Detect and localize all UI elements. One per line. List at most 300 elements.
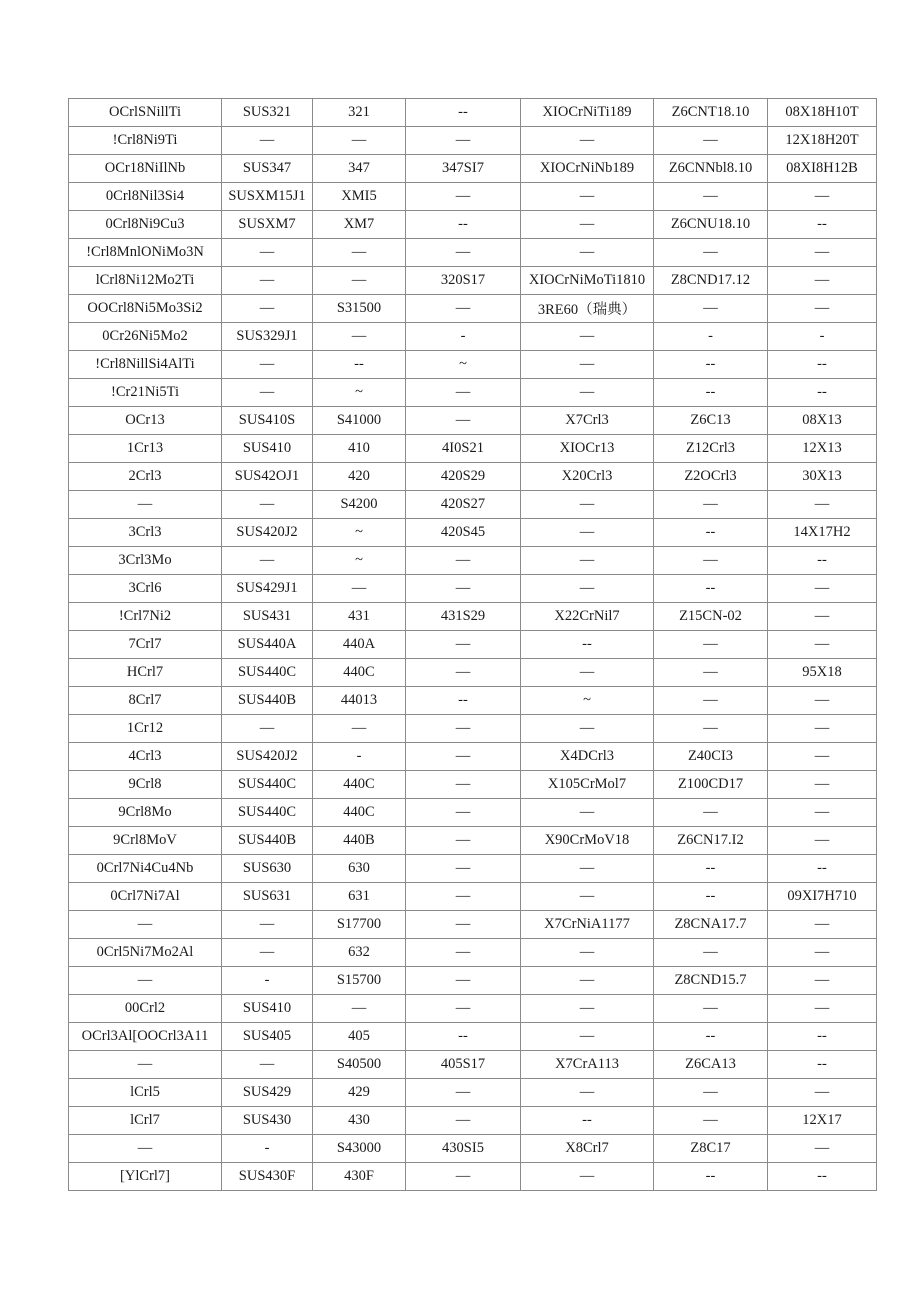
grade-cell-gost: 09XI7H710	[768, 883, 877, 911]
grade-cell-din: —	[521, 547, 654, 575]
grade-cell-aisi: 440B	[313, 827, 406, 855]
grade-cell-aisi: 430F	[313, 1163, 406, 1191]
grade-cell-bs: —	[406, 855, 521, 883]
grade-cell-nf: —	[654, 687, 768, 715]
grade-cell-nf: —	[654, 631, 768, 659]
grade-cell-nf: --	[654, 883, 768, 911]
grade-cell-gost: 08X18H10T	[768, 99, 877, 127]
grade-cell-nf: —	[654, 295, 768, 323]
grade-cell-din: —	[521, 183, 654, 211]
grade-cell-jis: SUS440B	[222, 687, 313, 715]
grade-cell-aisi: ~	[313, 379, 406, 407]
grade-cell-jis: SUS440C	[222, 771, 313, 799]
grade-cell-gost: —	[768, 603, 877, 631]
grade-cell-bs: —	[406, 631, 521, 659]
grade-cell-din: —	[521, 995, 654, 1023]
grade-cell-din: —	[521, 323, 654, 351]
grade-cell-nf: Z12Crl3	[654, 435, 768, 463]
grade-cell-gb: 3Crl3Mo	[69, 547, 222, 575]
grade-cell-bs: —	[406, 883, 521, 911]
grade-cell-din: 3RE60（瑞典）	[521, 295, 654, 323]
grade-cell-jis: SUSXM15J1	[222, 183, 313, 211]
grade-cell-gost: —	[768, 239, 877, 267]
grade-cell-bs: —	[406, 967, 521, 995]
grade-cell-aisi: 420	[313, 463, 406, 491]
grade-cell-jis: SUS440A	[222, 631, 313, 659]
grade-cell-aisi: S4200	[313, 491, 406, 519]
grade-cell-nf: —	[654, 1107, 768, 1135]
grade-cell-din: X7CrNiA1177	[521, 911, 654, 939]
grade-cell-din: --	[521, 1107, 654, 1135]
grade-cell-gost: --	[768, 855, 877, 883]
table-row	[69, 323, 877, 351]
grade-cell-gb: !Crl8MnlONiMo3N	[69, 239, 222, 267]
table-body	[69, 99, 877, 1191]
grade-cell-din: —	[521, 1023, 654, 1051]
grade-cell-bs: --	[406, 1023, 521, 1051]
grade-cell-bs: 430SI5	[406, 1135, 521, 1163]
table-row	[69, 463, 877, 491]
table-row	[69, 603, 877, 631]
table-row	[69, 1163, 877, 1191]
grade-cell-jis: —	[222, 939, 313, 967]
grade-cell-aisi: 429	[313, 1079, 406, 1107]
table-row	[69, 995, 877, 1023]
grade-cell-bs: —	[406, 659, 521, 687]
grade-cell-gost: —	[768, 995, 877, 1023]
grade-cell-bs: --	[406, 687, 521, 715]
table-row	[69, 211, 877, 239]
grade-cell-jis: SUS631	[222, 883, 313, 911]
grade-cell-gost: —	[768, 939, 877, 967]
grade-cell-din: —	[521, 1079, 654, 1107]
grade-cell-din: X90CrMoV18	[521, 827, 654, 855]
table-row	[69, 1079, 877, 1107]
grade-cell-bs: —	[406, 407, 521, 435]
grade-cell-aisi: —	[313, 995, 406, 1023]
grade-cell-aisi: -	[313, 743, 406, 771]
grade-cell-din: X22CrNil7	[521, 603, 654, 631]
grade-cell-nf: Z2OCrl3	[654, 463, 768, 491]
grade-cell-bs: —	[406, 295, 521, 323]
grade-cell-gb: 00Crl2	[69, 995, 222, 1023]
grade-cell-bs: 431S29	[406, 603, 521, 631]
grade-cell-aisi: XMI5	[313, 183, 406, 211]
grade-cell-jis: SUS429J1	[222, 575, 313, 603]
grade-cell-jis: —	[222, 379, 313, 407]
grade-cell-gost: —	[768, 267, 877, 295]
grade-cell-aisi: S43000	[313, 1135, 406, 1163]
grade-cell-aisi: 630	[313, 855, 406, 883]
grade-cell-gost: --	[768, 211, 877, 239]
grade-cell-nf: Z6C13	[654, 407, 768, 435]
table-row	[69, 939, 877, 967]
grade-cell-gost: —	[768, 1135, 877, 1163]
grade-cell-jis: —	[222, 295, 313, 323]
grade-cell-gost: —	[768, 715, 877, 743]
grade-cell-gost: —	[768, 295, 877, 323]
grade-cell-aisi: 44013	[313, 687, 406, 715]
grade-cell-bs: —	[406, 911, 521, 939]
grade-cell-gb: [YlCrl7]	[69, 1163, 222, 1191]
grade-cell-bs: —	[406, 239, 521, 267]
grade-cell-nf: —	[654, 547, 768, 575]
grade-cell-nf: Z8CND17.12	[654, 267, 768, 295]
table-row	[69, 1135, 877, 1163]
grade-cell-jis: —	[222, 267, 313, 295]
table-row	[69, 239, 877, 267]
grade-cell-nf: --	[654, 855, 768, 883]
grade-cell-jis: SUS440B	[222, 827, 313, 855]
table-row	[69, 183, 877, 211]
table-row	[69, 351, 877, 379]
grade-cell-nf: —	[654, 939, 768, 967]
grade-cell-nf: —	[654, 183, 768, 211]
grade-cell-din: —	[521, 379, 654, 407]
grade-cell-din: X20Crl3	[521, 463, 654, 491]
grade-cell-bs: --	[406, 99, 521, 127]
grade-cell-gost: 12X13	[768, 435, 877, 463]
grade-cell-gb: —	[69, 1135, 222, 1163]
grade-cell-gost: 30X13	[768, 463, 877, 491]
grade-cell-jis: SUS440C	[222, 799, 313, 827]
grade-cell-din: —	[521, 659, 654, 687]
grade-cell-din: XIOCrNiMoTi1810	[521, 267, 654, 295]
grade-cell-aisi: S31500	[313, 295, 406, 323]
grade-cell-bs: —	[406, 827, 521, 855]
grade-cell-bs: 4I0S21	[406, 435, 521, 463]
table-row	[69, 491, 877, 519]
grade-cell-nf: Z6CA13	[654, 1051, 768, 1079]
grade-cell-bs: 420S45	[406, 519, 521, 547]
grade-cell-din: —	[521, 575, 654, 603]
table-row	[69, 379, 877, 407]
grade-cell-gb: 9Crl8MoV	[69, 827, 222, 855]
grade-cell-gost: --	[768, 1023, 877, 1051]
grade-cell-din: —	[521, 211, 654, 239]
grade-cell-aisi: ~	[313, 519, 406, 547]
table-row	[69, 1107, 877, 1135]
grade-cell-bs: —	[406, 743, 521, 771]
grade-cell-din: X8Crl7	[521, 1135, 654, 1163]
grade-cell-din: —	[521, 715, 654, 743]
grade-cell-aisi: 440C	[313, 799, 406, 827]
grade-cell-nf: Z6CN17.I2	[654, 827, 768, 855]
grade-cell-bs: —	[406, 715, 521, 743]
grade-cell-aisi: —	[313, 715, 406, 743]
grade-cell-bs: —	[406, 127, 521, 155]
table-row	[69, 435, 877, 463]
grade-cell-gb: 1Cr13	[69, 435, 222, 463]
grade-cell-gost: 12X18H20T	[768, 127, 877, 155]
grade-cell-jis: —	[222, 1051, 313, 1079]
grade-cell-gost: --	[768, 1051, 877, 1079]
grade-cell-din: —	[521, 491, 654, 519]
grade-cell-gost: --	[768, 547, 877, 575]
grade-cell-gost: —	[768, 491, 877, 519]
grade-cell-gb: OOCrl8Ni5Mo3Si2	[69, 295, 222, 323]
grade-cell-gost: --	[768, 379, 877, 407]
grade-cell-nf: Z8CND15.7	[654, 967, 768, 995]
table-row	[69, 1051, 877, 1079]
grade-cell-gb: 9Crl8Mo	[69, 799, 222, 827]
table-row	[69, 771, 877, 799]
table-row	[69, 155, 877, 183]
table-row	[69, 911, 877, 939]
grade-cell-aisi: ~	[313, 547, 406, 575]
grade-cell-aisi: —	[313, 127, 406, 155]
grade-cell-din: XIOCrNiNb189	[521, 155, 654, 183]
grade-cell-jis: SUS410	[222, 995, 313, 1023]
grade-cell-nf: Z8C17	[654, 1135, 768, 1163]
grade-cell-gost: 95X18	[768, 659, 877, 687]
grade-cell-gost: —	[768, 631, 877, 659]
grade-cell-bs: 405S17	[406, 1051, 521, 1079]
grade-cell-jis: SUS420J2	[222, 743, 313, 771]
grade-cell-jis: SUS430F	[222, 1163, 313, 1191]
grade-cell-jis: SUS321	[222, 99, 313, 127]
grade-cell-gost: —	[768, 575, 877, 603]
grade-cell-din: —	[521, 939, 654, 967]
table-row	[69, 547, 877, 575]
grade-cell-nf: --	[654, 1163, 768, 1191]
table-row	[69, 659, 877, 687]
grade-cell-jis: SUS410S	[222, 407, 313, 435]
grade-cell-gb: —	[69, 491, 222, 519]
grade-cell-gb: 4Crl3	[69, 743, 222, 771]
grade-cell-gb: lCrl8Ni12Mo2Ti	[69, 267, 222, 295]
grade-cell-jis: SUS431	[222, 603, 313, 631]
grade-cell-bs: 420S29	[406, 463, 521, 491]
grade-cell-aisi: 430	[313, 1107, 406, 1135]
grade-cell-aisi: 347	[313, 155, 406, 183]
grade-cell-gb: 0Crl8Nil3Si4	[69, 183, 222, 211]
grade-cell-nf: —	[654, 715, 768, 743]
table-row	[69, 519, 877, 547]
grade-cell-gb: 0Cr26Ni5Mo2	[69, 323, 222, 351]
grade-cell-din: —	[521, 239, 654, 267]
table-row	[69, 743, 877, 771]
grade-cell-jis: SUS410	[222, 435, 313, 463]
grade-cell-gb: 7Crl7	[69, 631, 222, 659]
grade-cell-nf: Z8CNA17.7	[654, 911, 768, 939]
grade-cell-aisi: —	[313, 575, 406, 603]
grade-cell-jis: —	[222, 491, 313, 519]
grade-cell-gb: 9Crl8	[69, 771, 222, 799]
grade-cell-jis: -	[222, 1135, 313, 1163]
grade-cell-aisi: 410	[313, 435, 406, 463]
table-row	[69, 855, 877, 883]
grade-cell-bs: —	[406, 575, 521, 603]
grade-cell-jis: SUS405	[222, 1023, 313, 1051]
grade-cell-nf: Z6CNT18.10	[654, 99, 768, 127]
grade-cell-gost: —	[768, 183, 877, 211]
grade-cell-jis: SUS630	[222, 855, 313, 883]
grade-cell-nf: —	[654, 799, 768, 827]
grade-cell-bs: —	[406, 1079, 521, 1107]
grade-cell-gb: !Cr21Ni5Ti	[69, 379, 222, 407]
grade-cell-jis: SUS347	[222, 155, 313, 183]
grade-cell-bs: 347SI7	[406, 155, 521, 183]
grade-cell-gb: OCr18NiIlNb	[69, 155, 222, 183]
grade-cell-bs: —	[406, 939, 521, 967]
grade-cell-aisi: 405	[313, 1023, 406, 1051]
grade-cell-gost: -	[768, 323, 877, 351]
grade-cell-aisi: S40500	[313, 1051, 406, 1079]
grade-cell-nf: --	[654, 575, 768, 603]
grade-cell-gb: OCrl3Al[OOCrl3A11	[69, 1023, 222, 1051]
grade-cell-din: —	[521, 967, 654, 995]
grade-cell-bs: 420S27	[406, 491, 521, 519]
grade-cell-gb: OCrlSNillTi	[69, 99, 222, 127]
table-row	[69, 407, 877, 435]
table-row	[69, 827, 877, 855]
grade-cell-gost: —	[768, 799, 877, 827]
grade-cell-gost: —	[768, 771, 877, 799]
grade-cell-jis: SUS430	[222, 1107, 313, 1135]
grade-cell-din: —	[521, 127, 654, 155]
grade-cell-nf: Z6CNNbl8.10	[654, 155, 768, 183]
grade-cell-nf: —	[654, 491, 768, 519]
grade-cell-bs: 320S17	[406, 267, 521, 295]
grade-cell-gost: —	[768, 827, 877, 855]
grade-cell-din: X105CrMol7	[521, 771, 654, 799]
table-row	[69, 687, 877, 715]
grade-cell-bs: —	[406, 1163, 521, 1191]
grade-cell-nf: —	[654, 1079, 768, 1107]
grade-cell-din: XIOCrNiTi189	[521, 99, 654, 127]
grade-cell-gost: 08XI8H12B	[768, 155, 877, 183]
grade-cell-aisi: S17700	[313, 911, 406, 939]
grade-cell-bs: —	[406, 547, 521, 575]
grade-cell-gb: 0Crl7Ni4Cu4Nb	[69, 855, 222, 883]
grade-cell-aisi: S15700	[313, 967, 406, 995]
grade-cell-nf: —	[654, 995, 768, 1023]
grade-cell-nf: --	[654, 379, 768, 407]
table-row	[69, 295, 877, 323]
grade-cell-gb: !Crl8Ni9Ti	[69, 127, 222, 155]
grade-cell-gb: OCr13	[69, 407, 222, 435]
grade-cell-gb: 3Crl3	[69, 519, 222, 547]
steel-grade-comparison-table	[68, 98, 877, 1191]
grade-cell-gost: --	[768, 351, 877, 379]
grade-cell-nf: —	[654, 127, 768, 155]
table-row	[69, 1023, 877, 1051]
grade-cell-nf: --	[654, 351, 768, 379]
grade-cell-gost: —	[768, 1079, 877, 1107]
grade-cell-gb: !Crl8NillSi4AlTi	[69, 351, 222, 379]
table-row	[69, 631, 877, 659]
grade-cell-bs: —	[406, 771, 521, 799]
grade-cell-jis: SUS429	[222, 1079, 313, 1107]
grade-cell-bs: —	[406, 995, 521, 1023]
grade-cell-nf: -	[654, 323, 768, 351]
grade-cell-nf: —	[654, 659, 768, 687]
grade-cell-nf: Z6CNU18.10	[654, 211, 768, 239]
grade-cell-bs: —	[406, 379, 521, 407]
grade-cell-jis: —	[222, 547, 313, 575]
table-row	[69, 267, 877, 295]
grade-cell-aisi: —	[313, 239, 406, 267]
grade-cell-jis: SUS440C	[222, 659, 313, 687]
grade-cell-gb: 0Crl7Ni7Al	[69, 883, 222, 911]
grade-cell-aisi: 632	[313, 939, 406, 967]
grade-cell-nf: --	[654, 1023, 768, 1051]
grade-cell-nf: --	[654, 519, 768, 547]
grade-cell-bs: —	[406, 1107, 521, 1135]
grade-cell-jis: SUSXM7	[222, 211, 313, 239]
grade-cell-bs: -	[406, 323, 521, 351]
grade-cell-aisi: 440A	[313, 631, 406, 659]
grade-cell-jis: SUS329J1	[222, 323, 313, 351]
grade-cell-din: —	[521, 799, 654, 827]
grade-cell-jis: —	[222, 127, 313, 155]
table-row	[69, 715, 877, 743]
grade-cell-gb: —	[69, 1051, 222, 1079]
table-row	[69, 99, 877, 127]
grade-cell-gb: 3Crl6	[69, 575, 222, 603]
grade-cell-din: XIOCr13	[521, 435, 654, 463]
grade-cell-aisi: 321	[313, 99, 406, 127]
grade-cell-nf: Z15CN-02	[654, 603, 768, 631]
grade-cell-gb: HCrl7	[69, 659, 222, 687]
grade-cell-gost: 14X17H2	[768, 519, 877, 547]
grade-cell-bs: --	[406, 211, 521, 239]
grade-cell-gost: —	[768, 743, 877, 771]
grade-cell-din: X7Crl3	[521, 407, 654, 435]
table-row	[69, 799, 877, 827]
grade-cell-jis: —	[222, 239, 313, 267]
grade-cell-gb: 0Crl8Ni9Cu3	[69, 211, 222, 239]
grade-cell-aisi: 631	[313, 883, 406, 911]
grade-cell-aisi: S41000	[313, 407, 406, 435]
grade-cell-din: —	[521, 351, 654, 379]
grade-cell-jis: —	[222, 715, 313, 743]
grade-cell-gb: !Crl7Ni2	[69, 603, 222, 631]
table-row	[69, 967, 877, 995]
grade-cell-din: —	[521, 855, 654, 883]
grade-cell-bs: —	[406, 183, 521, 211]
grade-cell-gost: 12X17	[768, 1107, 877, 1135]
grade-cell-jis: SUS420J2	[222, 519, 313, 547]
grade-cell-gb: 1Cr12	[69, 715, 222, 743]
grade-cell-din: —	[521, 519, 654, 547]
grade-cell-aisi: 440C	[313, 771, 406, 799]
table-row	[69, 883, 877, 911]
grade-cell-gb: 8Crl7	[69, 687, 222, 715]
grade-cell-nf: —	[654, 239, 768, 267]
grade-cell-gb: lCrl7	[69, 1107, 222, 1135]
grade-cell-gost: --	[768, 1163, 877, 1191]
grade-cell-gost: 08X13	[768, 407, 877, 435]
grade-cell-gost: —	[768, 967, 877, 995]
grade-cell-aisi: 440C	[313, 659, 406, 687]
grade-cell-din: —	[521, 1163, 654, 1191]
grade-cell-nf: Z100CD17	[654, 771, 768, 799]
grade-cell-aisi: —	[313, 323, 406, 351]
grade-cell-gb: —	[69, 967, 222, 995]
grade-cell-gb: lCrl5	[69, 1079, 222, 1107]
grade-cell-din: ~	[521, 687, 654, 715]
table-row	[69, 575, 877, 603]
grade-cell-gost: —	[768, 687, 877, 715]
grade-cell-aisi: 431	[313, 603, 406, 631]
table-row	[69, 127, 877, 155]
grade-cell-nf: Z40CI3	[654, 743, 768, 771]
grade-cell-din: X7CrA113	[521, 1051, 654, 1079]
grade-cell-jis: -	[222, 967, 313, 995]
grade-cell-jis: —	[222, 351, 313, 379]
